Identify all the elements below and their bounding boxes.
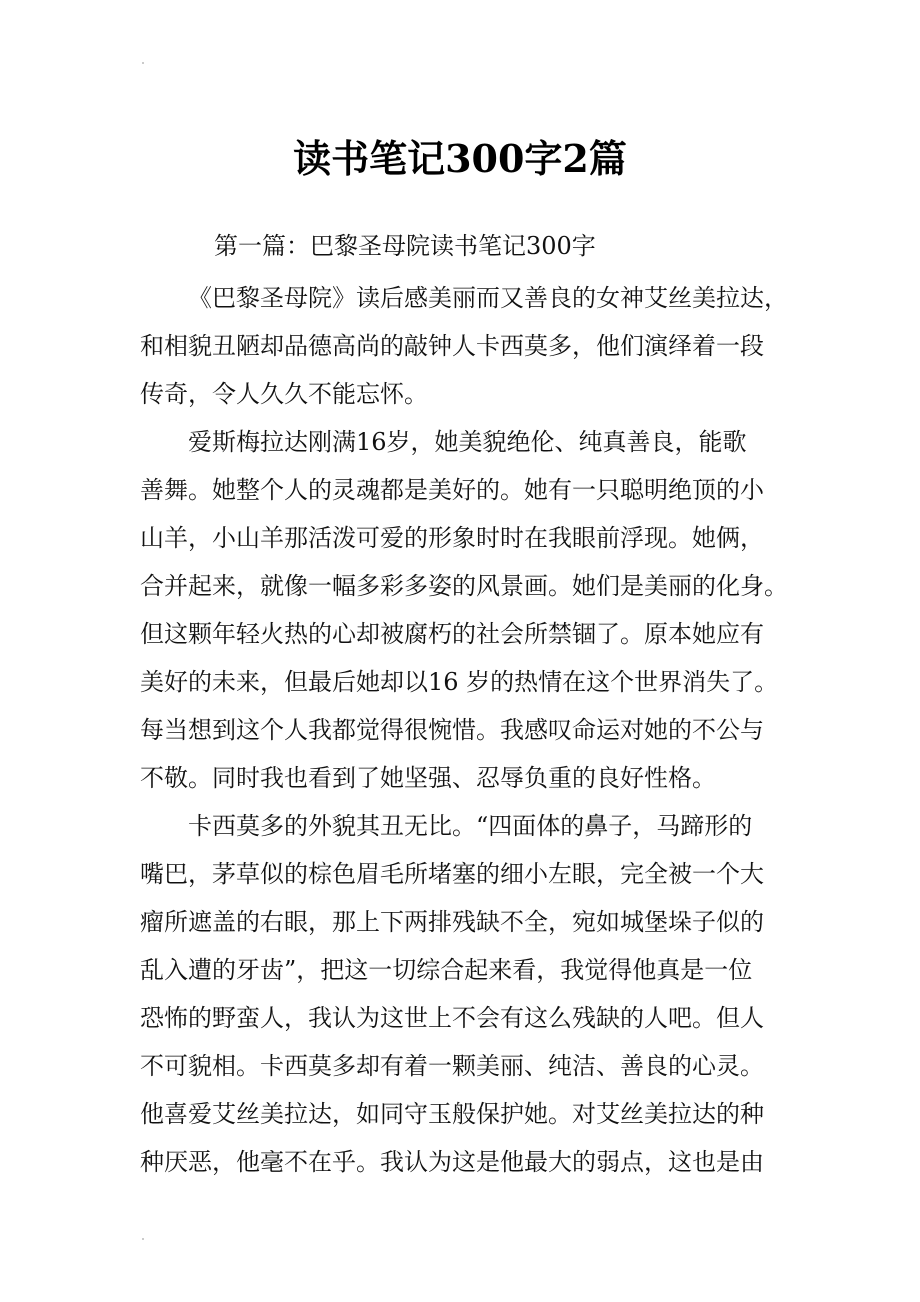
paragraph-3-line-2: 嘴巴，茅草似的棕色眉毛所堵塞的细小左眼，完全被一个大	[140, 860, 764, 888]
page-corner-mark	[142, 1238, 144, 1240]
paragraph-2-line-2: 善舞。她整个人的灵魂都是美好的。她有一只聪明绝顶的小	[140, 476, 764, 504]
paragraph-2-line-1: 爱斯梅拉达刚满16岁，她美貌绝伦、纯真善良，能歌	[188, 428, 747, 456]
paragraph-2-line-7: 每当想到这个人我都觉得很惋惜。我感叹命运对她的不公与	[140, 716, 764, 744]
paragraph-2-line-4: 合并起来，就像一幅多彩多姿的风景画。她们是美丽的化身。	[140, 572, 788, 600]
paragraph-1-line-1: 《巴黎圣母院》读后感美丽而又善良的女神艾丝美拉达，	[188, 284, 788, 312]
document-title: 读书笔记300字2篇	[293, 136, 627, 182]
paragraph-3-line-3: 瘤所遮盖的右眼，那上下两排残缺不全，宛如城堡垛子似的	[140, 908, 764, 936]
paragraph-2-line-3: 山羊，小山羊那活泼可爱的形象时时在我眼前浮现。她俩，	[140, 524, 764, 552]
paragraph-3-line-4: 乱入遭的牙齿”，把这一切综合起来看，我觉得他真是一位	[140, 956, 753, 984]
paragraph-3-line-8: 种厌恶，他毫不在乎。我认为这是他最大的弱点，这也是由	[140, 1148, 764, 1176]
paragraph-3-line-1: 卡西莫多的外貌其丑无比。“四面体的鼻子，马蹄形的	[188, 812, 753, 840]
paragraph-1-line-3: 传奇，令人久久不能忘怀。	[140, 380, 428, 408]
paragraph-3-line-7: 他喜爱艾丝美拉达，如同守玉般保护她。对艾丝美拉达的种	[140, 1100, 764, 1128]
paragraph-2-line-6: 美好的未来，但最后她却以16 岁的热情在这个世界消失了。	[140, 668, 779, 696]
paragraph-3-line-6: 不可貌相。卡西莫多却有着一颗美丽、纯洁、善良的心灵。	[140, 1052, 764, 1080]
page-corner-mark	[142, 62, 144, 64]
paragraph-2-line-8: 不敬。同时我也看到了她坚强、忍辱负重的良好性格。	[140, 764, 716, 792]
paragraph-1-line-2: 和相貌丑陋却品德高尚的敲钟人卡西莫多，他们演绎着一段	[140, 332, 764, 360]
section-heading: 第一篇：巴黎圣母院读书笔记300字	[214, 232, 596, 260]
paragraph-2-line-5: 但这颗年轻火热的心却被腐朽的社会所禁锢了。原本她应有	[140, 620, 764, 648]
paragraph-3-line-5: 恐怖的野蛮人，我认为这世上不会有这么残缺的人吧。但人	[140, 1004, 764, 1032]
